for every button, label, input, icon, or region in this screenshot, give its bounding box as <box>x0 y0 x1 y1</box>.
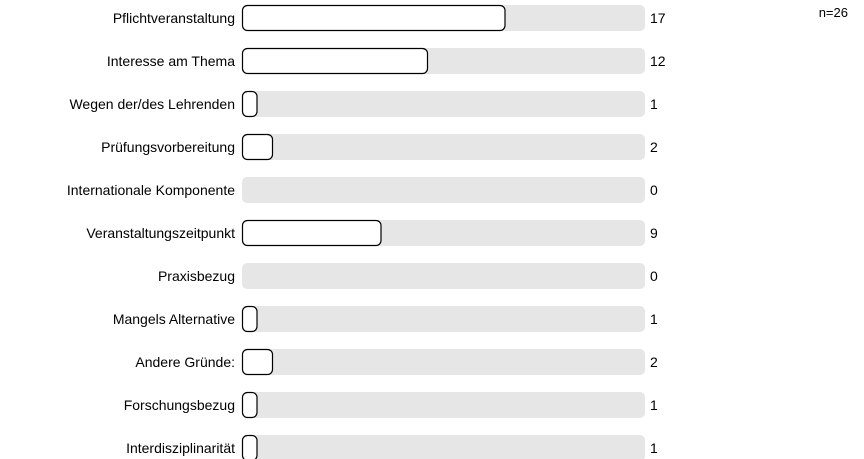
value-label: 2 <box>650 354 658 370</box>
value-label: 1 <box>650 440 658 456</box>
sample-size-label: n=26 <box>818 5 848 20</box>
bar <box>243 307 258 332</box>
category-label: Praxisbezug <box>157 268 235 284</box>
bar <box>243 221 382 246</box>
category-label: Internationale Komponente <box>66 182 235 198</box>
bar-track <box>242 306 645 332</box>
value-label: 9 <box>650 225 658 241</box>
bar <box>243 135 273 160</box>
value-label: 17 <box>650 10 666 26</box>
bar-track <box>242 177 645 203</box>
bar-track <box>242 435 645 459</box>
category-label: Mangels Alternative <box>112 311 235 327</box>
category-label: Interesse am Thema <box>106 53 235 69</box>
bar <box>243 393 258 418</box>
value-label: 12 <box>650 53 666 69</box>
bar <box>243 92 258 117</box>
category-label: Interdisziplinarität <box>126 440 235 456</box>
value-label: 1 <box>650 311 658 327</box>
category-label: Prüfungsvorbereitung <box>101 139 235 155</box>
value-label: 1 <box>650 96 658 112</box>
category-label: Wegen der/des Lehrenden <box>69 96 235 112</box>
category-label: Veranstaltungszeitpunkt <box>86 225 235 241</box>
bar <box>243 6 506 31</box>
value-label: 0 <box>650 268 658 284</box>
bar <box>243 436 258 459</box>
bar-track <box>242 134 645 160</box>
bar-track <box>242 263 645 289</box>
category-label: Forschungsbezug <box>123 397 235 413</box>
value-label: 0 <box>650 182 658 198</box>
value-label: 2 <box>650 139 658 155</box>
category-label: Andere Gründe: <box>135 354 235 370</box>
category-label: Pflichtveranstaltung <box>112 10 235 26</box>
value-label: 1 <box>650 397 658 413</box>
bar-track <box>242 392 645 418</box>
bar <box>243 49 428 74</box>
bar-track <box>242 349 645 375</box>
bar <box>243 350 273 375</box>
bar-track <box>242 91 645 117</box>
